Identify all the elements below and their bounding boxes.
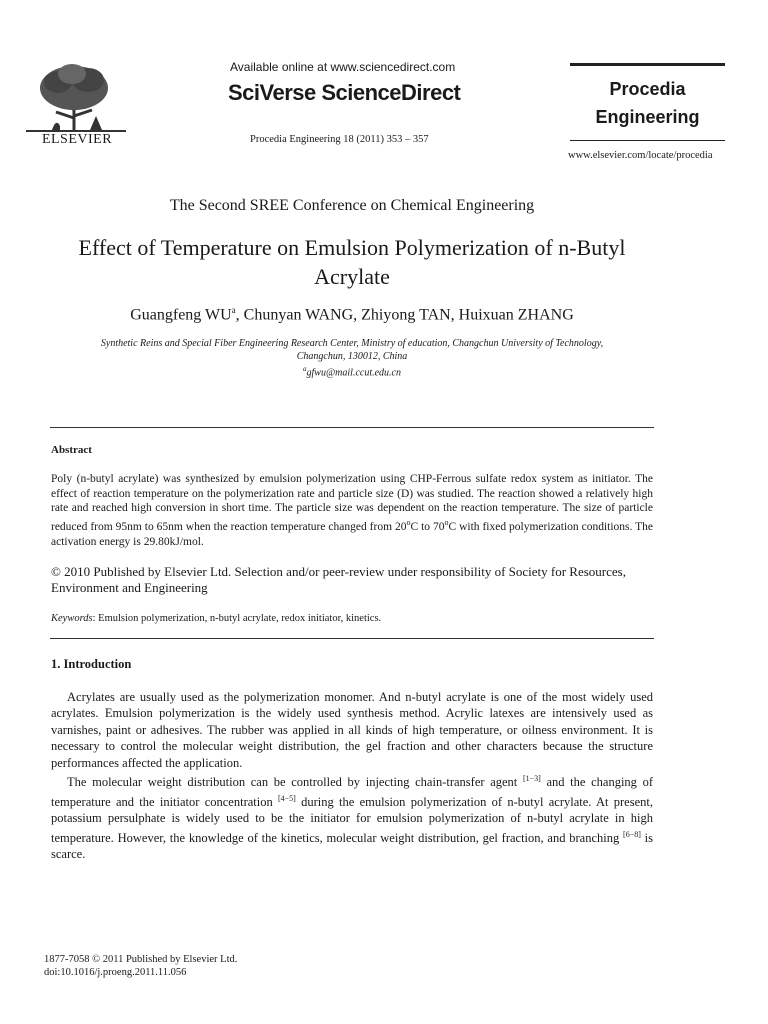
degree-mark: o xyxy=(444,518,449,528)
abstract-text xyxy=(51,472,653,549)
intro-p2-text-a: The molecular weight distribution can be controlled by injecting chain-transfer agent xyxy=(67,775,523,790)
intro-p2-text-b: and the changing of temperature and the initiator concentration xyxy=(51,775,653,809)
introduction-paragraph-2 xyxy=(51,771,653,863)
abstract-text-part3: C with fixed polymerization conditions. The activation energy is 29.80kJ/mol. xyxy=(51,520,653,548)
journal-citation: Procedia Engineering 18 (2011) 353 – 357 xyxy=(250,134,429,145)
abstract-heading: Abstract xyxy=(51,444,92,456)
paper-title-line1: Effect of Temperature on Emulsion Polymerization of n-Butyl xyxy=(78,235,626,260)
journal-title-line1: Procedia xyxy=(609,79,686,99)
first-author: Guangfeng WU xyxy=(130,306,232,324)
citation-ref[interactable]: [1−3] xyxy=(522,774,541,783)
copyright-notice: © 2010 Published by Elsevier Ltd. Selection and/or peer-review under responsibility of Society for Resources, Environment and Engineering xyxy=(51,564,626,595)
keywords-text: : Emulsion polymerization, n-butyl acrylate, redox initiator, kinetics. xyxy=(92,613,382,624)
abstract-top-divider xyxy=(50,427,654,428)
abstract-text-part1: Poly (n-butyl acrylate) was synthesized by emulsion polymerization using CHP-Ferrous sulfate redox system as initiator. The effect of reaction temperature on the polymerization rate and particle size (D) was studied. The reaction showed a relatively high rate and reached high conversion in short time. The particle size was dependent on the reaction temperature. The size of particle reduced from 95nm to 65nm when the reaction temperature changed from 20 xyxy=(51,473,653,533)
abstract-bottom-divider xyxy=(50,638,654,639)
introduction-heading: 1. Introduction xyxy=(51,657,132,671)
citation-ref[interactable]: [4−5] xyxy=(278,793,296,803)
keywords-label: Keywords xyxy=(51,613,93,624)
affiliation xyxy=(50,337,654,379)
intro-p2-text-c: during the emulsion polymerization of n-butyl acrylate. At present, potassium persulphate is widely used to be the initiator for emulsion polymerization of n-butyl acrylate in high temperature. However, the knowledge of the kinetics, molecular weight distribution, gel fraction, and branching xyxy=(51,794,653,845)
publisher-name: ELSEVIER xyxy=(41,132,113,147)
journal-title-line2: Engineering xyxy=(595,107,700,127)
other-authors: , Chunyan WANG, Zhiyong TAN, Huixuan ZHANG xyxy=(235,306,574,324)
keywords xyxy=(51,612,653,627)
journal-url-link[interactable]: www.elsevier.com/locate/procedia xyxy=(568,150,713,161)
journal-rule-bottom xyxy=(570,140,725,141)
paper-title-line2: Acrylate xyxy=(314,264,390,289)
paper-title xyxy=(40,233,664,291)
affiliation-line2: Changchun, 130012, China xyxy=(296,351,408,362)
available-online-text: Available online at www.sciencedirect.com xyxy=(230,60,456,74)
doi-line[interactable]: doi:10.1016/j.proeng.2011.11.056 xyxy=(44,967,187,978)
abstract-text-part2: C to 70 xyxy=(410,520,445,533)
footer xyxy=(44,953,237,979)
affiliation-line1: Synthetic Reins and Special Fiber Engineering Research Center, Ministry of education, Changchun University of Technology, xyxy=(100,338,604,349)
issn-line: 1877-7058 © 2011 Published by Elsevier Ltd. xyxy=(44,954,238,965)
intro-p2-text-d: is scarce. xyxy=(51,830,653,862)
author-affiliation-mark: a xyxy=(231,305,236,315)
author-list xyxy=(0,305,704,324)
email-mark: a xyxy=(303,365,307,373)
platform-name: SciVerse ScienceDirect xyxy=(228,80,461,105)
journal-rule-top xyxy=(570,63,725,66)
degree-mark: o xyxy=(406,518,411,528)
author-email xyxy=(50,363,654,379)
email-address[interactable]: gfwu@mail.ccut.edu.cn xyxy=(306,367,401,379)
introduction-paragraph-1: Acrylates are usually used as the polymerization monomer. And n-butyl acrylate is one of the most widely used acrylates. Emulsion polymerization is the widely used synthesis method. Acrylic latexes are intensively used as varnishes, paint or adhesives. The rubber was applied in all kinds of high temperature, or oilness environment. It is necessary to control the molecular weight distribution, the gel fraction and other characters because the structure performances affected the application. xyxy=(51,690,653,770)
journal-title xyxy=(570,75,725,131)
conference-name: The Second SREE Conference on Chemical Engineering xyxy=(169,197,535,214)
citation-ref[interactable]: [6−8] xyxy=(623,829,641,839)
